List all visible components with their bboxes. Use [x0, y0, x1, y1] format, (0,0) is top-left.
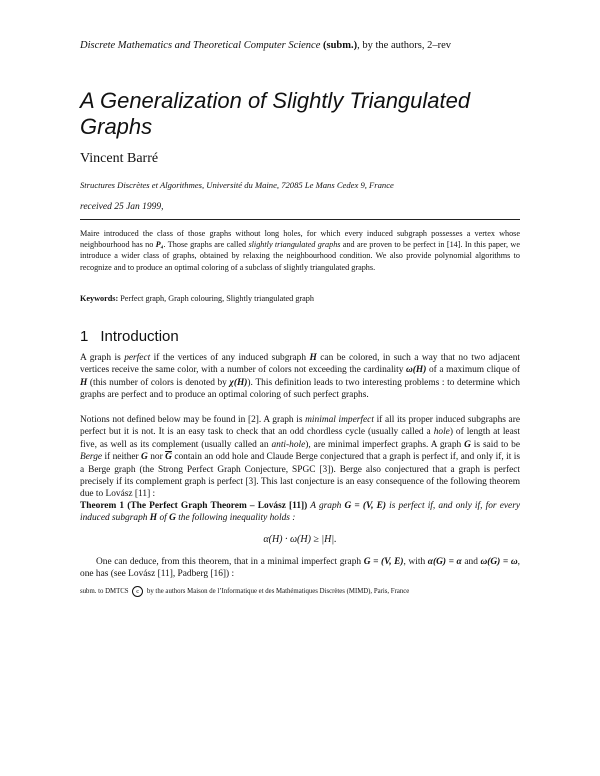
emph-minimal-imperfect: minimal imperfect: [305, 415, 374, 425]
received-date: received 25 Jan 1999,: [80, 202, 164, 212]
paragraph-3: One can deduce, from this theorem, that in a minimal imperfect graph G = (V, E), with α(G) = α and ω(G) = ω, one has (see Lovász [11], Padberg [16]) :: [80, 557, 520, 580]
copyright-icon: c: [132, 586, 143, 597]
math-g-ve: G = (V, E): [344, 501, 386, 511]
emph-slightly-triangulated: slightly triangulated graphs: [248, 240, 341, 250]
footer-subm: subm. to DMTCS: [80, 588, 129, 596]
header-divider: [80, 219, 520, 220]
math-g: G: [141, 452, 148, 463]
submission-status: (subm.): [323, 40, 358, 51]
section-number: 1: [80, 328, 89, 345]
paragraph-2: Notions not defined below may be found in [2]. A graph is minimal imperfect if all its proper induced subgraphs are perfect but it is not. It is an easy task to check that an odd chordless cycle (usually called a hole) of length at least five, as well as its complement (usually called an anti-hole), are minimal imperfect graphs. A graph G is said to be Berge if neither G nor $\overline{G}$ contain an odd hole and Claude Berge conjectured that a graph is perfect if, and only if, it is a Berge graph (the Strong Perfect Graph Conjecture, SPGC [3]). Berge also conjectured that a graph is perfect precisely if its complement graph is perfect [3]. This last conjecture is an easy consequence of the following theorem due to Lovász [11] :: [80, 415, 521, 500]
math-g: G: [169, 513, 176, 524]
keywords-text: Perfect graph, Graph colouring, Slightly triangulated graph: [120, 294, 314, 303]
affiliation: Structures Discrètes et Algorithmes, Université du Maine, 72085 Le Mans Cedex 9, France: [80, 180, 394, 190]
math-p4: P₄: [155, 240, 164, 250]
emph-perfect: perfect: [124, 353, 151, 363]
emph-hole: hole: [433, 427, 450, 438]
inequality-equation: α(H) · ω(H) ≥ |H|.: [263, 534, 337, 545]
math-g-complement: $\overline{G}$: [165, 452, 172, 463]
math-h: H: [149, 513, 158, 524]
running-head-rest: , by the authors, 2–rev: [357, 40, 452, 51]
footer-text: by the authors Maison de l’Informatique et des Mathématiques Discrètes (MIMD), Paris, France: [146, 588, 410, 596]
section-heading: [80, 328, 179, 345]
emph-anti-hole: anti-hole: [271, 439, 306, 450]
math-omega-g: ω(G) = ω: [480, 557, 518, 567]
emph-berge: Berge: [80, 452, 103, 463]
running-head: [80, 40, 520, 51]
math-chi-h: χ(H): [229, 377, 248, 388]
math-g: G: [464, 439, 471, 450]
section-title: Introduction: [100, 328, 179, 345]
footer-note: [80, 586, 520, 597]
keywords: [80, 294, 520, 303]
math-h: H: [309, 353, 317, 363]
theorem-1: Theorem 1 (The Perfect Graph Theorem – Lovász [11]) A graph G = (V, E) is perfect if, and only if, for every induced subgraph H of G the following inequality holds :: [80, 501, 521, 524]
math-g-ve: G = (V, E): [363, 557, 404, 567]
abstract: Maire introduced the class of those graphs without long holes, for which every induced subgraph possesses a vertex whose neighbourhood has no P₄. Those graphs are called slightly triangulated graphs and are proven to be perfect in [14]. In this paper, we introduce a wider class of graphs, obtained by relaxing the neighbourhood condition. We also provide polynomial algorithms to recognize and to produce an optimal coloring of a subclass of slightly triangulated graphs.: [80, 229, 520, 272]
math-omega-h: ω(H): [406, 365, 427, 376]
author-name: Vincent Barré: [80, 151, 159, 166]
math-alpha-g: α(G) = α: [427, 557, 462, 567]
paragraph-1: A graph is perfect if the vertices of any induced subgraph H can be colored, in such a way that no two adjacent vertices receive the same color, with a number of colors not exceeding the cardinality ω(H) of a maximum clique of H (this number of colors is denoted by χ(H)). This definition leads to two interesting problems : to determine which graphs are perfect and to produce an optimal coloring of such perfect graphs.: [80, 353, 520, 401]
keywords-label: Keywords:: [80, 294, 119, 303]
journal-name: Discrete Mathematics and Theoretical Computer Science: [80, 40, 321, 51]
paper-title: A Generalization of Slightly Triangulated Graphs: [80, 88, 471, 139]
math-h: H: [80, 377, 88, 388]
theorem-label: Theorem 1 (The Perfect Graph Theorem – Lovász [11]): [80, 501, 308, 511]
